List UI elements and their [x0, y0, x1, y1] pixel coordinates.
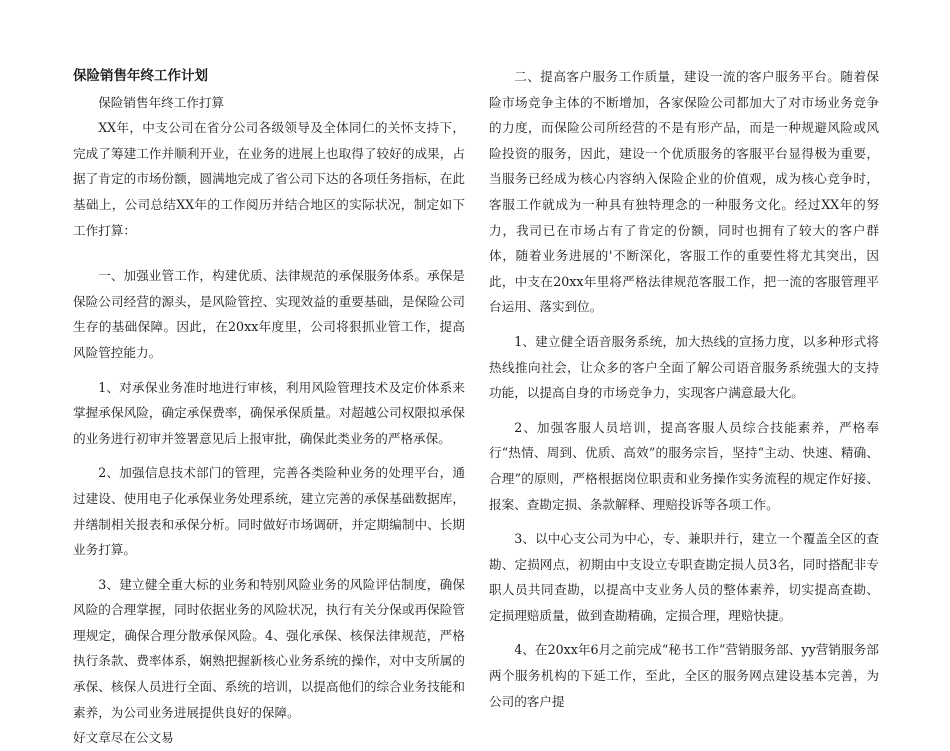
- spacer: [489, 517, 879, 526]
- intro-paragraph: XX年，中支公司在省分公司各级领导及全体同仁的关怀支持下，完成了筹建工作并顺利开业，在业务的进展上也取得了较好的成果，占据了肯定的市场份额，圆满地完成了省公司下达的各项任务指标，在此基础上，公司总结XX年的工作阅历并结合地区的实际状况，制定如下工作打算：: [73, 120, 465, 238]
- document-subtitle: 保险销售年终工作打算: [98, 94, 225, 110]
- spacer: [73, 563, 465, 572]
- left-column: [73, 64, 465, 751]
- section-one-item-1: 1、对承保业务准时地进行审核，利用风险管理技术及定价体系来掌握承保风险，确定承保费率，确保承保质量。对超越公司权限拟承保的业务进行初审并签署意见后上报审批，确保此类业务的严格承保。: [73, 379, 465, 446]
- section-two-paragraph: 二、提高客户服务工作质量，建设一流的客户服务平台。随着保险市场竞争主体的不断增加，各家保险公司都加大了对市场业务竞争的力度，而保险公司所经营的不是有形产品，而是一种规避风险或风险投资的服务，因此，建设一个优质服务的客服平台显得极为重要，当服务已经成为核心内容纳入保险企业的价值观，成为核心竞争时，客服工作就成为一种具有独特理念的一种服务文化。经过XX年的努力，我司已在市场占有了肯定的份额，同时也拥有了较大的客户群体，随着业务进展的'不断深化，客服工作的重要性将尤其突出，因此，中支在20xx年里将严格法律规范客服工作，把一流的客服管理平台运用、落实到位。: [489, 69, 879, 315]
- section-two-item-3: 3、以中心支公司为中心，专、兼职并行，建立一个覆盖全区的查勘、定损网点，初期由中支设立专职查勘定损人员3名，同时搭配非专职人员共同查勘，以提高中支业务人员的整体素养，切实提高查勘、定损理赔质量，做到查勘精确，定损合理，理赔快捷。: [489, 531, 879, 623]
- spacer: [489, 320, 879, 329]
- footer-note: 好文章尽在公文易: [73, 730, 174, 746]
- spacer: [489, 628, 879, 637]
- right-column: [489, 64, 879, 714]
- spacer: [73, 451, 465, 460]
- spacer: [73, 243, 465, 263]
- spacer: [73, 366, 465, 375]
- section-two-item-1: 1、建立健全语音服务系统，加大热线的宣扬力度，以多种形式将热线推向社会，让众多的客户全面了解公司语音服务系统强大的支持功能，以提高自身的市场竞争力，实现客户满意最大化。: [489, 333, 879, 401]
- section-one-paragraph: 一、加强业管工作，构建优质、法律规范的承保服务体系。承保是保险公司经营的源头，是风险管控、实现效益的重要基础，是保险公司生存的基础保障。因此，在20xx年度里，公司将狠抓业管工作，提高风险管控能力。: [73, 268, 465, 360]
- section-one-item-3: 3、建立健全重大标的业务和特别风险业务的风险评估制度，确保风险的合理掌握，同时依据业务的风险状况，执行有关分保或再保险管理规定，确保合理分散承保风险。4、强化承保、核保法律规范，严格执行条款、费率体系，娴熟把握新核心业务系统的操作，对中支所属的承保、核保人员进行全面、系统的培训，以提高他们的综合业务技能和素养，为公司业务进展提供良好的保障。: [73, 576, 465, 720]
- document-title: 保险销售年终工作计划: [73, 68, 208, 84]
- section-one-item-2: 2、加强信息技术部门的管理，完善各类险种业务的处理平台，通过建设、使用电子化承保业务处理系统，建立完善的承保基础数据库，并缮制相关报表和承保分析。同时做好市场调研，并定期编制中、长期业务打算。: [73, 465, 465, 558]
- spacer: [489, 406, 879, 415]
- section-two-item-4: 4、在20xx年6月之前完成“秘书工作”营销服务部、yy营销服务部两个服务机构的下延工作，至此，全区的服务网点建设基本完善，为公司的客户提: [489, 642, 879, 709]
- section-two-item-2: 2、加强客服人员培训，提高客服人员综合技能素养，严格奉行“热情、周到、优质、高效”的服务宗旨，坚持“主动、快速、精确、合理”的原则，严格根据岗位职责和业务操作实务流程的规定作好接、报案、查勘定损、条款解释、理赔投诉等各项工作。: [489, 419, 879, 512]
